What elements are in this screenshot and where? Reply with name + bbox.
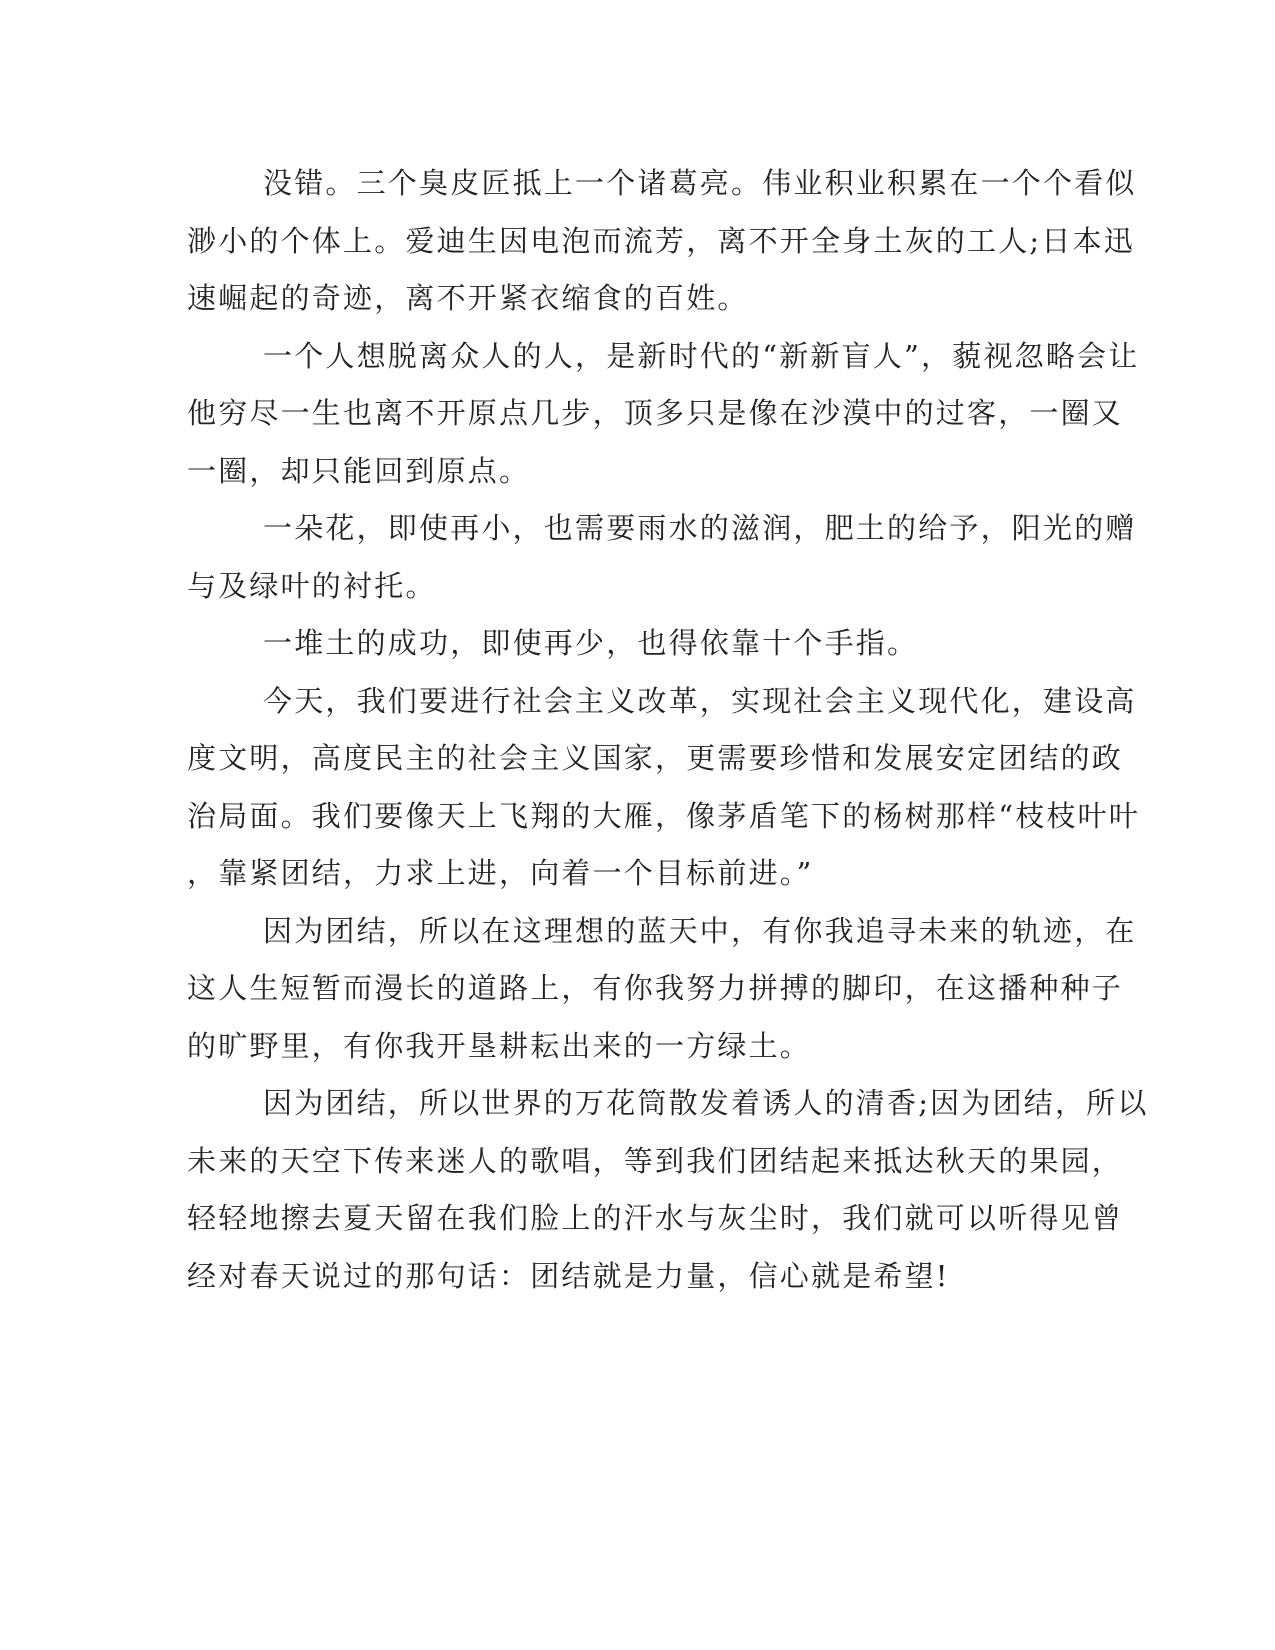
text-line: 因为团结，所以在这理想的蓝天中，有你我追寻未来的轨迹，在 xyxy=(263,913,1137,948)
text-line: 经对春天说过的那句话：团结就是力量，信心就是希望! xyxy=(187,1258,950,1293)
text-line: 没错。三个臭皮匠抵上一个诸葛亮。伟业积业积累在一个个看似 xyxy=(263,166,1137,200)
text-line: 这人生短暂而漫长的道路上，有你我努力拼搏的脚印，在这播种种子 xyxy=(187,971,1124,1005)
text-line: 因为团结，所以世界的万花筒散发着诱人的清香;因为团结，所以 xyxy=(263,1086,1149,1120)
text-line: 治局面。我们要像天上飞翔的大雁，像茅盾笔下的杨树那样“枝枝叶叶 xyxy=(187,798,1141,833)
paragraph xyxy=(187,328,1140,501)
paragraph xyxy=(187,673,1141,903)
paragraph xyxy=(187,903,1137,1076)
text-line: 度文明，高度民主的社会主义国家，更需要珍惜和发展安定团结的政 xyxy=(187,741,1124,775)
paragraph xyxy=(187,500,1137,615)
text-line: 渺小的个体上。爱迪生因电泡而流芳，离不开全身土灰的工人;日本迅 xyxy=(187,223,1135,258)
paragraph xyxy=(187,1075,1149,1305)
text-line: 轻轻地擦去夏天留在我们脸上的汗水与灰尘时，我们就可以听得见曾 xyxy=(187,1201,1124,1235)
paragraph xyxy=(187,155,1137,328)
paragraph xyxy=(187,615,1087,673)
text-line: 今天，我们要进行社会主义改革，实现社会主义现代化，建设高 xyxy=(263,683,1137,718)
text-line: 他穷尽一生也离不开原点几步，顶多只是像在沙漠中的过客，一圈又 xyxy=(187,396,1124,430)
text-line: 的旷野里，有你我开垦耕耘出来的一方绿土。 xyxy=(187,1028,812,1063)
text-line: 一个人想脱离众人的人，是新时代的“新新盲人”，藐视忽略会让 xyxy=(263,338,1140,373)
text-line: 速崛起的奇迹，离不开紧衣缩食的百姓。 xyxy=(187,281,749,315)
text-line: 一朵花，即使再小，也需要雨水的滋润，肥土的给予，阳光的赠 xyxy=(263,511,1137,545)
text-line: 一圈，却只能回到原点。 xyxy=(187,453,531,488)
text-line: 未来的天空下传来迷人的歌唱，等到我们团结起来抵达秋天的果园， xyxy=(187,1143,1124,1178)
text-line: 一堆土的成功，即使再少，也得依靠十个手指。 xyxy=(263,626,919,660)
text-line: ，靠紧团结，力求上进，向着一个目标前进。” xyxy=(187,856,814,890)
document-body xyxy=(187,155,1149,1305)
text-line: 与及绿叶的衬托。 xyxy=(187,568,437,603)
